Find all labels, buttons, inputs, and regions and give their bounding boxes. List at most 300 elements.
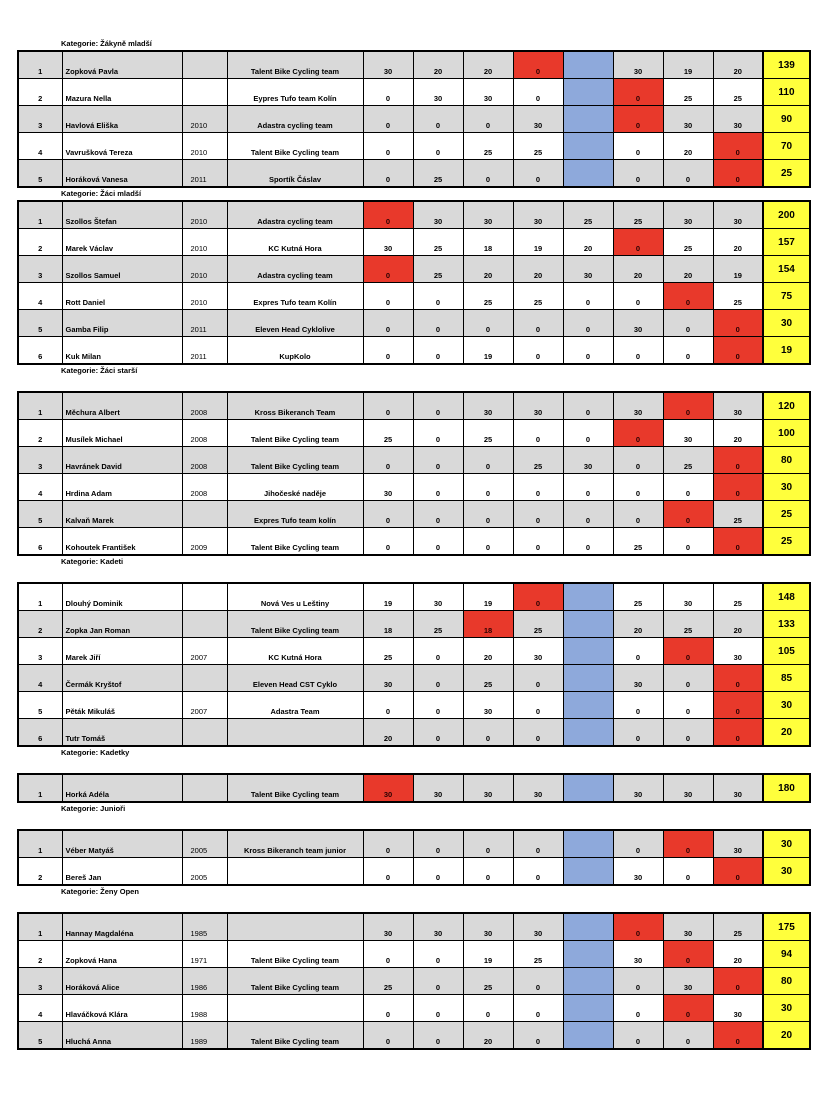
total-points-cell: 25 [763,528,810,556]
rank-cell: 4 [18,665,62,692]
rider-name-cell: Dlouhý Dominik [62,583,182,611]
race-score-cell [563,133,613,160]
race-score-cell: 0 [413,665,463,692]
birth-year-cell: 2007 [182,638,227,665]
race-score-cell: 0 [513,420,563,447]
birth-year-cell: 2008 [182,474,227,501]
race-score-cell: 0 [613,1022,663,1050]
race-score-cell: 30 [713,774,763,802]
rider-name-cell: Vavrušková Tereza [62,133,182,160]
race-score-cell: 25 [613,201,663,229]
birth-year-cell: 2010 [182,201,227,229]
rank-cell: 5 [18,1022,62,1050]
team-cell: Nová Ves u Leštiny [227,583,363,611]
total-points-cell: 25 [763,160,810,188]
race-score-cell: 0 [663,392,713,420]
race-score-cell: 0 [513,51,563,79]
race-score-cell: 25 [463,283,513,310]
total-points-cell: 120 [763,392,810,420]
birth-year-cell: 1985 [182,913,227,941]
race-score-cell [563,1022,613,1050]
table-row [18,447,810,474]
rank-cell: 1 [18,913,62,941]
race-score-cell: 25 [463,968,513,995]
rank-cell: 3 [18,106,62,133]
total-points-cell: 19 [763,337,810,365]
race-score-cell: 0 [513,692,563,719]
race-score-cell: 30 [663,968,713,995]
race-score-cell: 0 [363,106,413,133]
table-row [18,583,810,611]
rank-cell: 2 [18,941,62,968]
race-score-cell: 20 [463,1022,513,1050]
team-cell: Eleven Head Cyklolive [227,310,363,337]
race-score-cell: 0 [463,858,513,886]
race-score-cell [563,638,613,665]
race-score-cell: 0 [713,692,763,719]
team-cell: KupKolo [227,337,363,365]
race-score-cell: 30 [513,913,563,941]
category-title: Kategorie: Žáci starší [61,366,138,375]
table-row [18,160,810,188]
birth-year-cell: 1989 [182,1022,227,1050]
birth-year-cell: 2010 [182,229,227,256]
race-score-cell: 0 [513,995,563,1022]
race-score-cell: 0 [463,310,513,337]
race-score-cell: 30 [713,995,763,1022]
race-score-cell [563,106,613,133]
race-score-cell [563,583,613,611]
birth-year-cell [182,51,227,79]
rider-name-cell: Čermák Kryštof [62,665,182,692]
total-points-cell: 157 [763,229,810,256]
race-score-cell: 30 [613,774,663,802]
category-table [17,582,811,747]
race-score-cell: 18 [363,611,413,638]
birth-year-cell: 1988 [182,995,227,1022]
race-score-cell: 20 [563,229,613,256]
race-score-cell: 25 [713,283,763,310]
race-score-cell: 0 [413,941,463,968]
birth-year-cell: 2010 [182,106,227,133]
table-row [18,474,810,501]
race-score-cell: 0 [663,830,713,858]
race-score-cell: 0 [563,528,613,556]
race-score-cell: 0 [513,583,563,611]
race-score-cell: 0 [413,420,463,447]
rider-name-cell: Musílek Michael [62,420,182,447]
category-table [17,829,811,886]
race-score-cell: 25 [513,283,563,310]
race-score-cell: 0 [613,638,663,665]
race-score-cell: 25 [663,611,713,638]
rider-name-cell: Pěták Mikuláš [62,692,182,719]
race-score-cell: 0 [663,283,713,310]
race-score-cell: 0 [713,310,763,337]
race-score-cell: 0 [463,719,513,747]
rank-cell: 4 [18,995,62,1022]
table-row [18,79,810,106]
race-score-cell: 0 [363,256,413,283]
rider-name-cell: Kohoutek František [62,528,182,556]
race-score-cell: 25 [713,79,763,106]
rider-name-cell: Měchura Albert [62,392,182,420]
table-row [18,283,810,310]
race-score-cell: 30 [513,774,563,802]
rank-cell: 2 [18,229,62,256]
race-score-cell: 0 [513,79,563,106]
race-score-cell: 0 [613,79,663,106]
race-score-cell: 30 [713,830,763,858]
birth-year-cell: 2011 [182,337,227,365]
race-score-cell [563,774,613,802]
race-score-cell: 0 [413,858,463,886]
race-score-cell: 0 [463,474,513,501]
race-score-cell: 0 [513,474,563,501]
race-score-cell: 20 [463,638,513,665]
team-cell [227,719,363,747]
race-score-cell: 20 [713,229,763,256]
birth-year-cell: 2010 [182,256,227,283]
team-cell: Talent Bike Cycling team [227,447,363,474]
race-score-cell: 0 [663,310,713,337]
rank-cell: 1 [18,201,62,229]
race-score-cell: 0 [413,337,463,365]
race-score-cell: 0 [663,665,713,692]
rider-name-cell: Zopková Pavla [62,51,182,79]
rank-cell: 6 [18,719,62,747]
table-row [18,392,810,420]
results-sheet [17,38,809,1050]
race-score-cell: 0 [363,201,413,229]
race-score-cell [563,51,613,79]
spacer [17,815,809,829]
race-score-cell: 0 [663,692,713,719]
race-score-cell [563,858,613,886]
race-score-cell: 20 [463,256,513,283]
total-points-cell: 90 [763,106,810,133]
race-score-cell: 0 [413,392,463,420]
race-score-cell: 0 [513,968,563,995]
team-cell: Talent Bike Cycling team [227,528,363,556]
total-points-cell: 105 [763,638,810,665]
race-score-cell [563,611,613,638]
race-score-cell: 25 [713,583,763,611]
birth-year-cell [182,719,227,747]
race-score-cell: 0 [713,528,763,556]
race-score-cell: 0 [413,830,463,858]
race-score-cell: 0 [413,995,463,1022]
rider-name-cell: Kalvaň Marek [62,501,182,528]
race-score-cell: 20 [463,51,513,79]
race-score-cell: 0 [513,160,563,188]
rank-cell: 3 [18,256,62,283]
race-score-cell: 30 [363,665,413,692]
table-row [18,256,810,283]
rank-cell: 2 [18,858,62,886]
rank-cell: 5 [18,310,62,337]
rider-name-cell: Szollos Štefan [62,201,182,229]
race-score-cell: 20 [513,256,563,283]
category-table [17,200,811,365]
table-row [18,106,810,133]
race-score-cell: 25 [663,79,713,106]
table-row [18,611,810,638]
table-row [18,719,810,747]
category-title: Kategorie: Junioři [61,804,126,813]
race-score-cell: 0 [363,133,413,160]
team-cell [227,995,363,1022]
spacer [17,759,809,773]
team-cell: Talent Bike Cycling team [227,968,363,995]
race-score-cell: 0 [463,830,513,858]
birth-year-cell: 2008 [182,420,227,447]
race-score-cell: 0 [413,692,463,719]
total-points-cell: 30 [763,692,810,719]
race-score-cell: 20 [663,133,713,160]
rider-name-cell: Marek Václav [62,229,182,256]
total-points-cell: 30 [763,995,810,1022]
race-score-cell: 25 [463,665,513,692]
birth-year-cell: 2008 [182,392,227,420]
race-score-cell: 30 [663,106,713,133]
race-score-cell: 25 [613,528,663,556]
race-score-cell: 0 [663,719,713,747]
race-score-cell: 20 [713,51,763,79]
race-score-cell: 30 [463,774,513,802]
race-score-cell: 0 [463,106,513,133]
race-score-cell: 25 [513,133,563,160]
rider-name-cell: Kuk Milan [62,337,182,365]
team-cell: Eleven Head CST Cyklo [227,665,363,692]
birth-year-cell: 2010 [182,133,227,160]
race-score-cell: 0 [663,638,713,665]
race-score-cell: 0 [413,474,463,501]
table-row [18,337,810,365]
race-score-cell: 30 [713,201,763,229]
race-score-cell: 18 [463,229,513,256]
rank-cell: 6 [18,528,62,556]
race-score-cell: 0 [563,501,613,528]
table-row [18,665,810,692]
race-score-cell: 19 [363,583,413,611]
rider-name-cell: Zopková Hana [62,941,182,968]
race-score-cell: 20 [713,941,763,968]
race-score-cell: 0 [413,501,463,528]
race-score-cell: 0 [413,638,463,665]
rank-cell: 6 [18,337,62,365]
race-score-cell: 0 [363,447,413,474]
race-score-cell: 0 [563,310,613,337]
race-score-cell: 20 [613,611,663,638]
race-score-cell: 30 [713,392,763,420]
race-score-cell [563,160,613,188]
rank-cell: 2 [18,79,62,106]
rider-name-cell: Havlová Eliška [62,106,182,133]
birth-year-cell [182,79,227,106]
race-score-cell: 0 [613,106,663,133]
race-score-cell [563,79,613,106]
category-table [17,773,811,803]
race-score-cell: 25 [413,229,463,256]
race-score-cell: 30 [563,447,613,474]
race-score-cell: 0 [613,337,663,365]
race-score-cell: 0 [413,528,463,556]
rider-name-cell: Horká Adéla [62,774,182,802]
race-score-cell: 25 [413,160,463,188]
total-points-cell: 25 [763,501,810,528]
table-row [18,201,810,229]
race-score-cell: 30 [613,941,663,968]
table-row [18,501,810,528]
race-score-cell: 25 [513,941,563,968]
race-score-cell: 0 [713,133,763,160]
race-score-cell: 30 [413,79,463,106]
race-score-cell: 0 [613,501,663,528]
team-cell: Sportík Čáslav [227,160,363,188]
birth-year-cell: 2005 [182,858,227,886]
race-score-cell: 20 [713,611,763,638]
race-score-cell: 0 [563,420,613,447]
race-score-cell: 30 [363,51,413,79]
race-score-cell [563,665,613,692]
race-score-cell: 0 [713,474,763,501]
race-score-cell: 30 [663,201,713,229]
race-score-cell: 30 [613,310,663,337]
race-score-cell: 0 [613,160,663,188]
race-score-cell: 0 [663,858,713,886]
team-cell [227,858,363,886]
race-score-cell: 0 [363,692,413,719]
total-points-cell: 30 [763,830,810,858]
team-cell: Talent Bike Cycling team [227,611,363,638]
total-points-cell: 100 [763,420,810,447]
birth-year-cell: 1986 [182,968,227,995]
race-score-cell: 25 [713,501,763,528]
rider-name-cell: Horáková Alice [62,968,182,995]
race-score-cell: 0 [513,337,563,365]
rank-cell: 4 [18,283,62,310]
race-score-cell: 0 [363,995,413,1022]
total-points-cell: 180 [763,774,810,802]
race-score-cell: 0 [613,447,663,474]
race-score-cell: 0 [513,310,563,337]
rider-name-cell: Véber Matyáš [62,830,182,858]
category-title: Kategorie: Žákyně mladší [61,39,152,48]
race-score-cell: 20 [613,256,663,283]
rank-cell: 5 [18,160,62,188]
birth-year-cell [182,611,227,638]
rider-name-cell: Gamba Filip [62,310,182,337]
birth-year-cell [182,665,227,692]
rider-name-cell: Hannay Magdaléna [62,913,182,941]
race-score-cell: 0 [563,392,613,420]
race-score-cell: 25 [463,133,513,160]
total-points-cell: 139 [763,51,810,79]
race-score-cell: 30 [513,392,563,420]
team-cell: Talent Bike Cycling team [227,51,363,79]
team-cell: Jihočeské naděje [227,474,363,501]
race-score-cell: 0 [663,474,713,501]
total-points-cell: 80 [763,968,810,995]
rank-cell: 1 [18,51,62,79]
race-score-cell: 0 [613,995,663,1022]
total-points-cell: 20 [763,719,810,747]
total-points-cell: 94 [763,941,810,968]
race-score-cell: 30 [463,79,513,106]
team-cell: Expres Tufo team kolín [227,501,363,528]
total-points-cell: 148 [763,583,810,611]
race-score-cell: 0 [713,337,763,365]
race-score-cell: 0 [363,392,413,420]
race-score-cell: 0 [463,995,513,1022]
race-score-cell: 19 [713,256,763,283]
rank-cell: 2 [18,611,62,638]
team-cell: Talent Bike Cycling team [227,774,363,802]
race-score-cell: 0 [363,160,413,188]
total-points-cell: 154 [763,256,810,283]
race-score-cell: 0 [463,447,513,474]
total-points-cell: 20 [763,1022,810,1050]
race-score-cell [563,968,613,995]
race-score-cell: 0 [413,310,463,337]
rider-name-cell: Szollos Samuel [62,256,182,283]
rank-cell: 4 [18,474,62,501]
table-row [18,692,810,719]
race-score-cell: 30 [613,392,663,420]
race-score-cell: 0 [613,133,663,160]
race-score-cell: 0 [613,229,663,256]
race-score-cell: 0 [463,528,513,556]
race-score-cell: 30 [563,256,613,283]
rank-cell: 2 [18,420,62,447]
rider-name-cell: Tutr Tomáš [62,719,182,747]
race-score-cell: 30 [513,638,563,665]
race-score-cell: 20 [363,719,413,747]
table-row [18,229,810,256]
race-score-cell: 30 [513,201,563,229]
total-points-cell: 80 [763,447,810,474]
team-cell: Adastra cycling team [227,201,363,229]
category-title: Kategorie: Ženy Open [61,887,139,896]
race-score-cell: 30 [413,913,463,941]
race-score-cell: 0 [513,665,563,692]
category-table [17,391,811,556]
table-row [18,51,810,79]
race-score-cell: 0 [413,1022,463,1050]
rank-cell: 3 [18,447,62,474]
race-score-cell: 30 [463,201,513,229]
birth-year-cell: 2011 [182,310,227,337]
rider-name-cell: Rott Daniel [62,283,182,310]
race-score-cell: 0 [413,283,463,310]
race-score-cell: 0 [363,283,413,310]
race-score-cell: 0 [663,995,713,1022]
spacer [17,898,809,912]
race-score-cell: 30 [363,913,413,941]
race-score-cell: 25 [513,611,563,638]
race-score-cell: 30 [613,665,663,692]
rider-name-cell: Havránek David [62,447,182,474]
race-score-cell: 25 [413,611,463,638]
race-score-cell [563,830,613,858]
race-score-cell: 25 [613,583,663,611]
race-score-cell: 0 [713,968,763,995]
total-points-cell: 200 [763,201,810,229]
race-score-cell: 0 [363,310,413,337]
team-cell: Kross Bikeranch team junior [227,830,363,858]
race-score-cell: 20 [713,420,763,447]
